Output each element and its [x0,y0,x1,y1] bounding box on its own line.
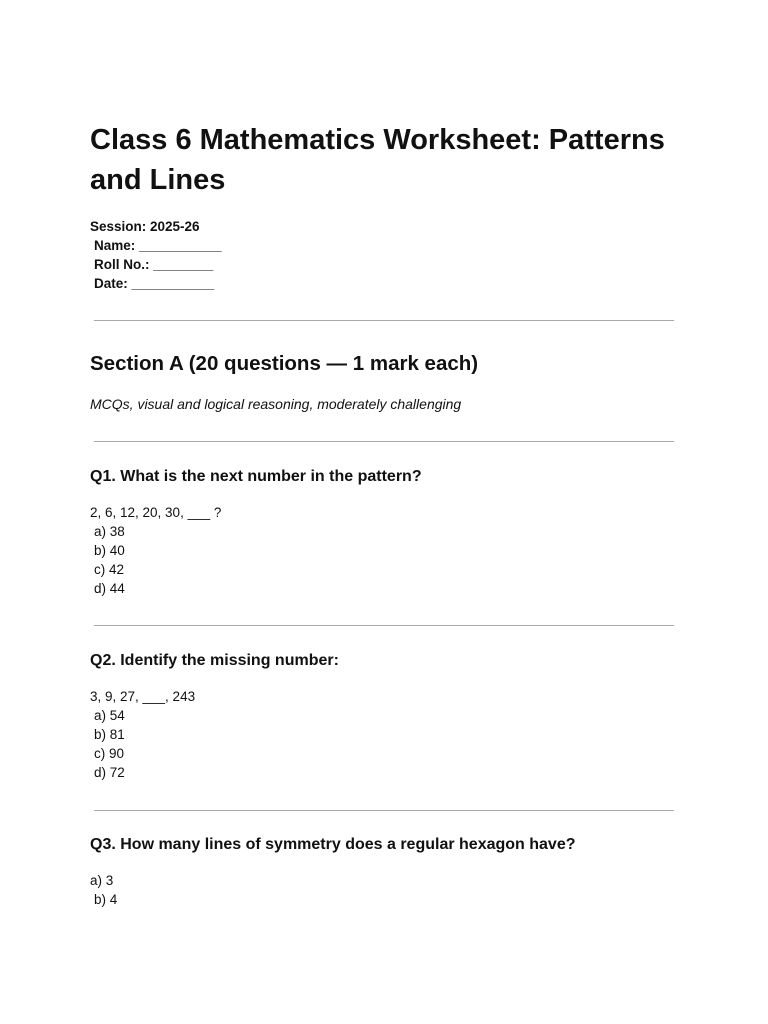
question-1-option-d: d) 44 [94,581,125,596]
divider [94,625,674,626]
session-label: Session: 2025-26 [90,219,200,234]
divider [94,441,674,442]
section-a-subtitle: MCQs, visual and logical reasoning, moderately challenging [90,396,462,412]
question-2-option-b: b) 81 [94,727,125,742]
divider [94,810,674,811]
date-line: Date: ___________ [94,276,215,291]
question-2-option-d: d) 72 [94,765,125,780]
question-3-option-a: a) 3 [90,873,114,888]
question-1-option-b: b) 40 [94,543,125,558]
question-3-heading: Q3. How many lines of symmetry does a regular hexagon have? [90,836,576,853]
question-2-option-c: c) 90 [94,746,125,761]
divider [94,320,674,321]
question-3-option-b: b) 4 [94,892,118,907]
question-1-prompt: 2, 6, 12, 20, 30, ___ ? [90,505,222,520]
question-1-option-c: c) 42 [94,562,125,577]
question-2-prompt: 3, 9, 27, ___, 243 [90,689,196,704]
student-details [90,217,222,293]
page-title: Class 6 Mathematics Worksheet: Patterns and Lines [90,124,665,196]
question-1-body [90,503,221,598]
question-3-body [90,871,117,909]
question-2-body [90,687,195,782]
section-a-title: Section A (20 questions — 1 mark each) [90,352,479,375]
question-1-option-a: a) 38 [94,524,125,539]
question-2-option-a: a) 54 [94,708,125,723]
roll-number-line: Roll No.: ________ [94,257,214,272]
name-line: Name: ___________ [94,238,222,253]
question-1-heading: Q1. What is the next number in the pattern? [90,468,422,485]
question-2-heading: Q2. Identify the missing number: [90,652,339,669]
